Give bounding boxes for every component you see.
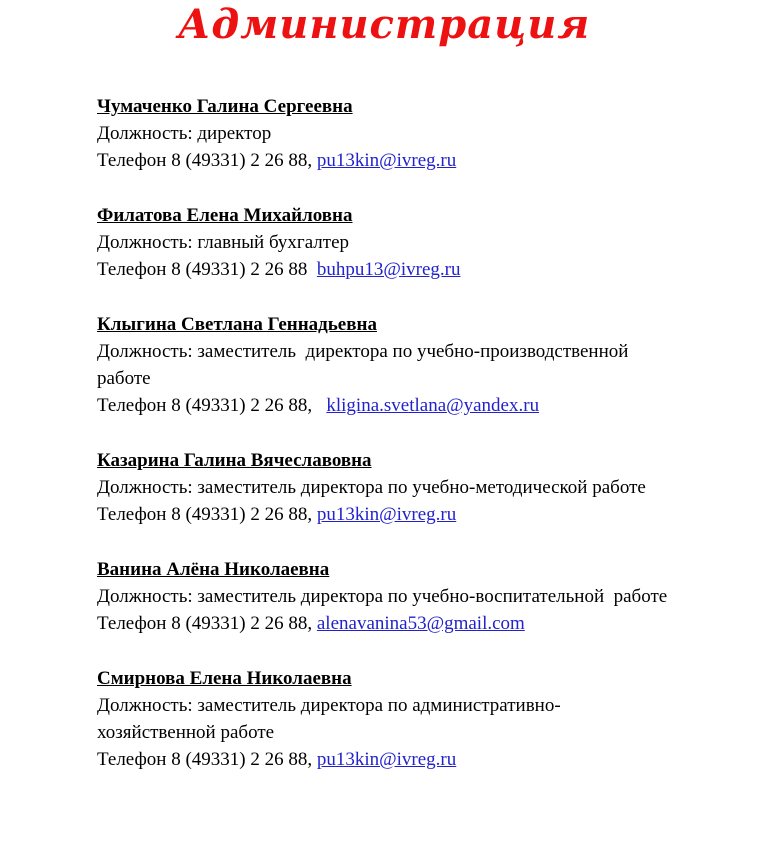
staff-position: Должность: директор (97, 123, 272, 144)
email-link[interactable]: kligina.svetlana@yandex.ru (326, 395, 540, 416)
staff-name: Ванина Алёна Николаевна (97, 559, 330, 580)
document-page (0, 1, 768, 773)
staff-position: Должность: заместитель директора по учебно-методической работе (97, 477, 646, 498)
staff-contact-line (97, 610, 672, 637)
staff-phone: Телефон 8 (49331) 2 26 88, (97, 150, 317, 171)
staff-phone: Телефон 8 (49331) 2 26 88, (97, 749, 317, 770)
staff-name: Клыгина Светлана Геннадьевна (97, 314, 377, 335)
staff-phone: Телефон 8 (49331) 2 26 88, (97, 504, 317, 525)
staff-entry (97, 556, 672, 637)
staff-contact-line (97, 392, 672, 419)
staff-position: Должность: главный бухгалтер (97, 232, 350, 253)
staff-name: Чумаченко Галина Сергеевна (97, 96, 353, 117)
email-link[interactable]: pu13kin@ivreg.ru (316, 749, 457, 770)
staff-name: Казарина Галина Вячеславовна (97, 450, 372, 471)
staff-contact-line (97, 501, 672, 528)
email-link[interactable]: pu13kin@ivreg.ru (316, 150, 457, 171)
staff-position: Должность: заместитель директора по административно-хозяйственной работе (97, 695, 561, 743)
page-title: Администрация (177, 1, 591, 48)
staff-contact-line (97, 746, 672, 773)
staff-entry (97, 447, 672, 528)
staff-entry (97, 665, 672, 773)
email-link[interactable]: buhpu13@ivreg.ru (316, 259, 461, 280)
staff-phone: Телефон 8 (49331) 2 26 88 (97, 259, 317, 280)
staff-contact-line (97, 147, 672, 174)
staff-position: Должность: заместитель директора по учебно-воспитательной работе (97, 586, 668, 607)
staff-entry (97, 93, 672, 174)
email-link[interactable]: pu13kin@ivreg.ru (316, 504, 457, 525)
staff-contact-line (97, 256, 672, 283)
staff-name: Смирнова Елена Николаевна (97, 668, 352, 689)
staff-entry (97, 311, 672, 419)
staff-position: Должность: заместитель директора по учебно-производственной работе (97, 341, 634, 389)
staff-name: Филатова Елена Михайловна (97, 205, 353, 226)
staff-entry (97, 202, 672, 283)
staff-phone: Телефон 8 (49331) 2 26 88, (97, 395, 327, 416)
email-link[interactable]: alenavanina53@gmail.com (316, 613, 525, 634)
staff-phone: Телефон 8 (49331) 2 26 88, (97, 613, 317, 634)
staff-list (97, 93, 672, 773)
